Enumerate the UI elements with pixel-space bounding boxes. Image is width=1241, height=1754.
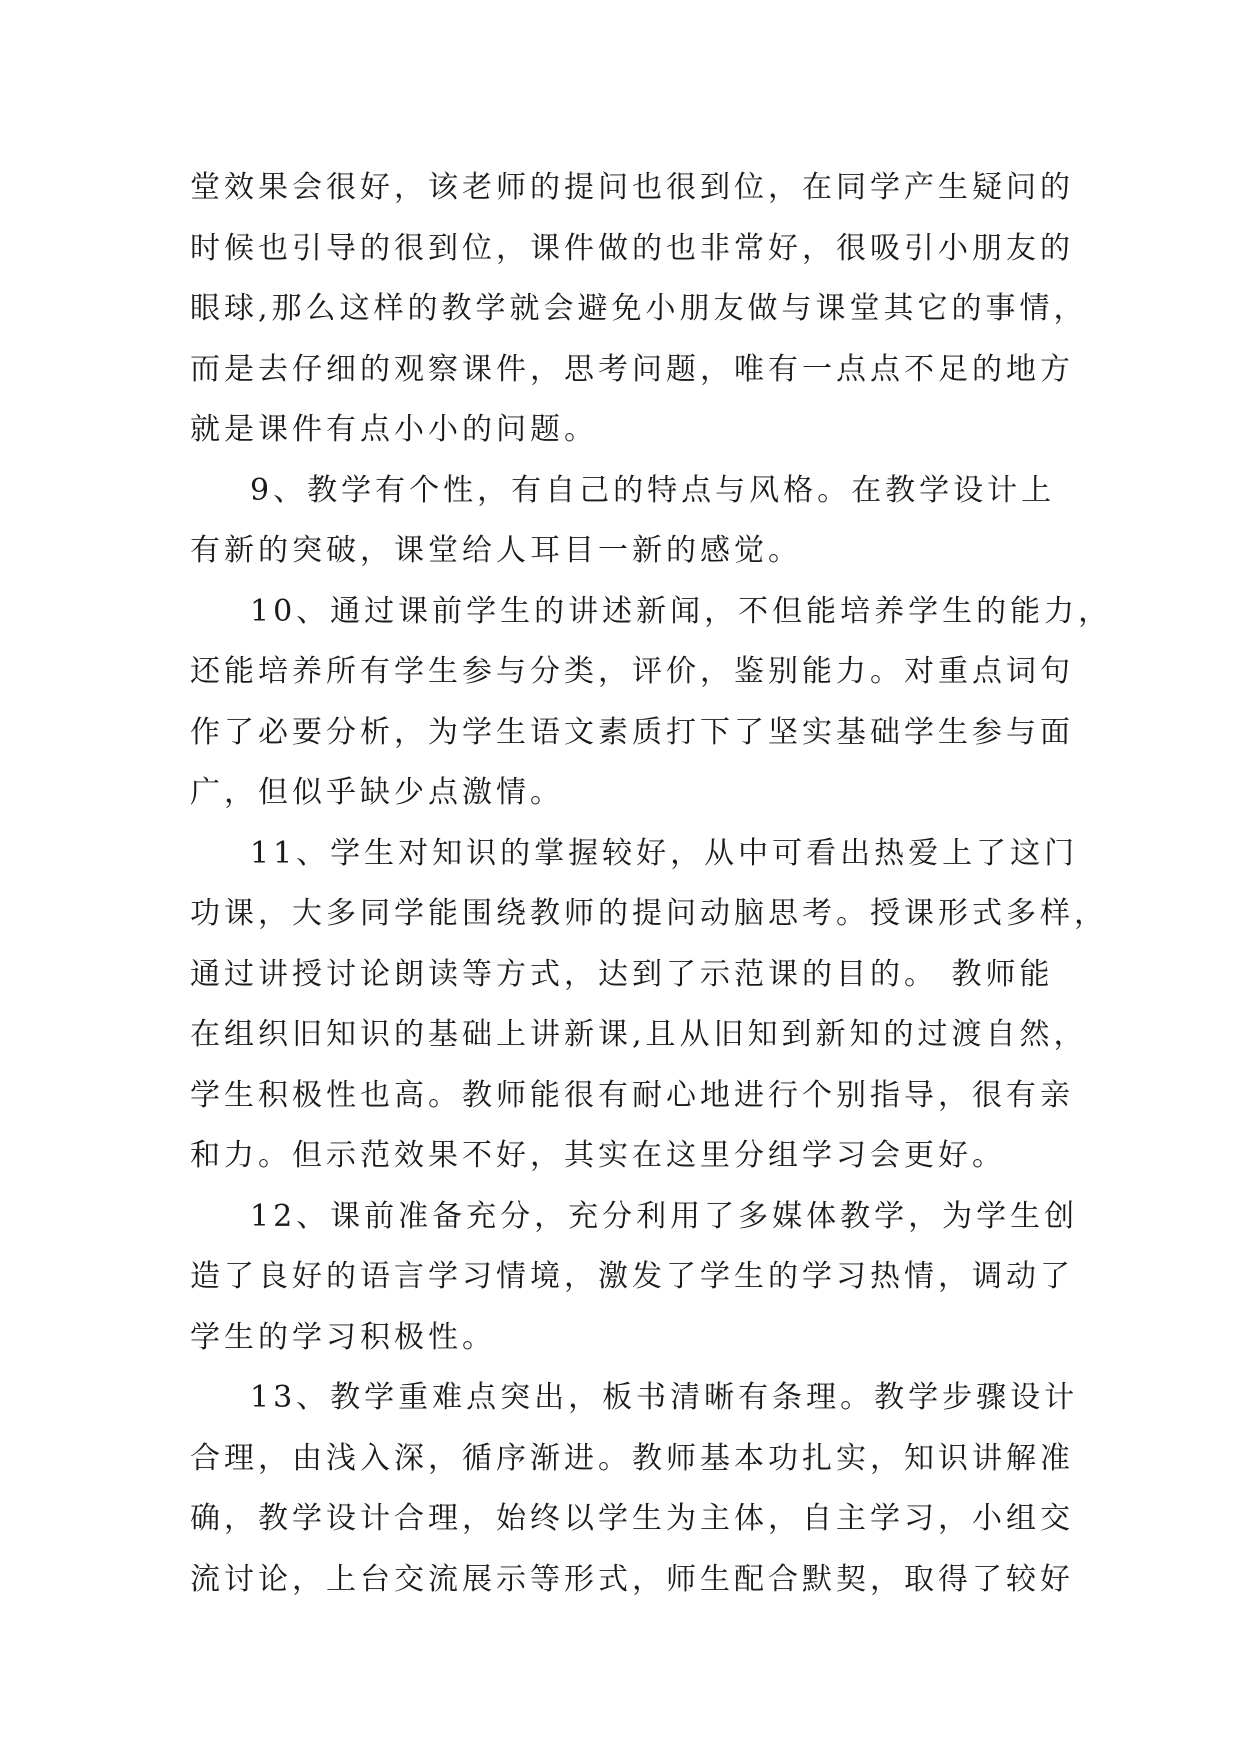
text-line: 学生积极性也高。教师能很有耐心地进行个别指导，很有亲 [190,1077,1074,1113]
paragraph-13-first-line: 13、教学重难点突出，板书清晰有条理。教学步骤设计 [250,1380,1079,1415]
text-line: 在组织旧知识的基础上讲新课,且从旧知到新知的过渡自然， [190,1017,1088,1052]
text-line: 合理，由浅入深，循序渐进。教师基本功扎实，知识讲解准 [190,1440,1074,1476]
text-line: 和力。但示范效果不好，其实在这里分组学习会更好。 [190,1138,1006,1173]
text-line: 通过讲授讨论朗读等方式，达到了示范课的目的。 教师能 [190,956,1054,992]
text-line: 而是去仔细的观察课件，思考问题，唯有一点点不足的地方 [190,351,1074,387]
text-line: 学生的学习积极性。 [190,1319,496,1355]
paragraph-12-first-line: 12、课前准备充分，充分利用了多媒体教学，为学生创 [250,1198,1079,1234]
text-line: 作了必要分析，为学生语文素质打下了坚实基础学生参与面 [190,714,1074,750]
text-line: 时候也引导的很到位，课件做的也非常好，很吸引小朋友的 [190,230,1074,266]
text-line: 流讨论，上台交流展示等形式，师生配合默契，取得了较好 [190,1561,1074,1597]
paragraph-9-first-line: 9、教学有个性，有自己的特点与风格。在教学设计上 [250,472,1056,508]
text-line: 就是课件有点小小的问题。 [190,412,598,447]
text-line: 眼球,那么这样的教学就会避免小朋友做与课堂其它的事情， [190,291,1088,326]
text-line: 堂效果会很好，该老师的提问也很到位，在同学产生疑问的 [190,170,1074,205]
text-line: 广，但似乎缺少点激情。 [190,775,564,810]
text-line: 功课，大多同学能围绕教师的提问动脑思考。授课形式多样， [190,896,1108,931]
body-text [190,158,1113,1610]
paragraph-11-first-line: 11、学生对知识的掌握较好，从中可看出热爱上了这门 [250,835,1079,871]
text-line: 有新的突破，课堂给人耳目一新的感觉。 [190,533,802,568]
text-line: 还能培养所有学生参与分类，评价，鉴别能力。对重点词句 [190,654,1074,689]
paragraph-10-first-line: 10、通过课前学生的讲述新闻，不但能培养学生的能力， [250,593,1113,629]
text-line: 造了良好的语言学习情境，激发了学生的学习热情，调动了 [190,1259,1074,1294]
text-line: 确，教学设计合理，始终以学生为主体，自主学习，小组交 [190,1501,1074,1536]
